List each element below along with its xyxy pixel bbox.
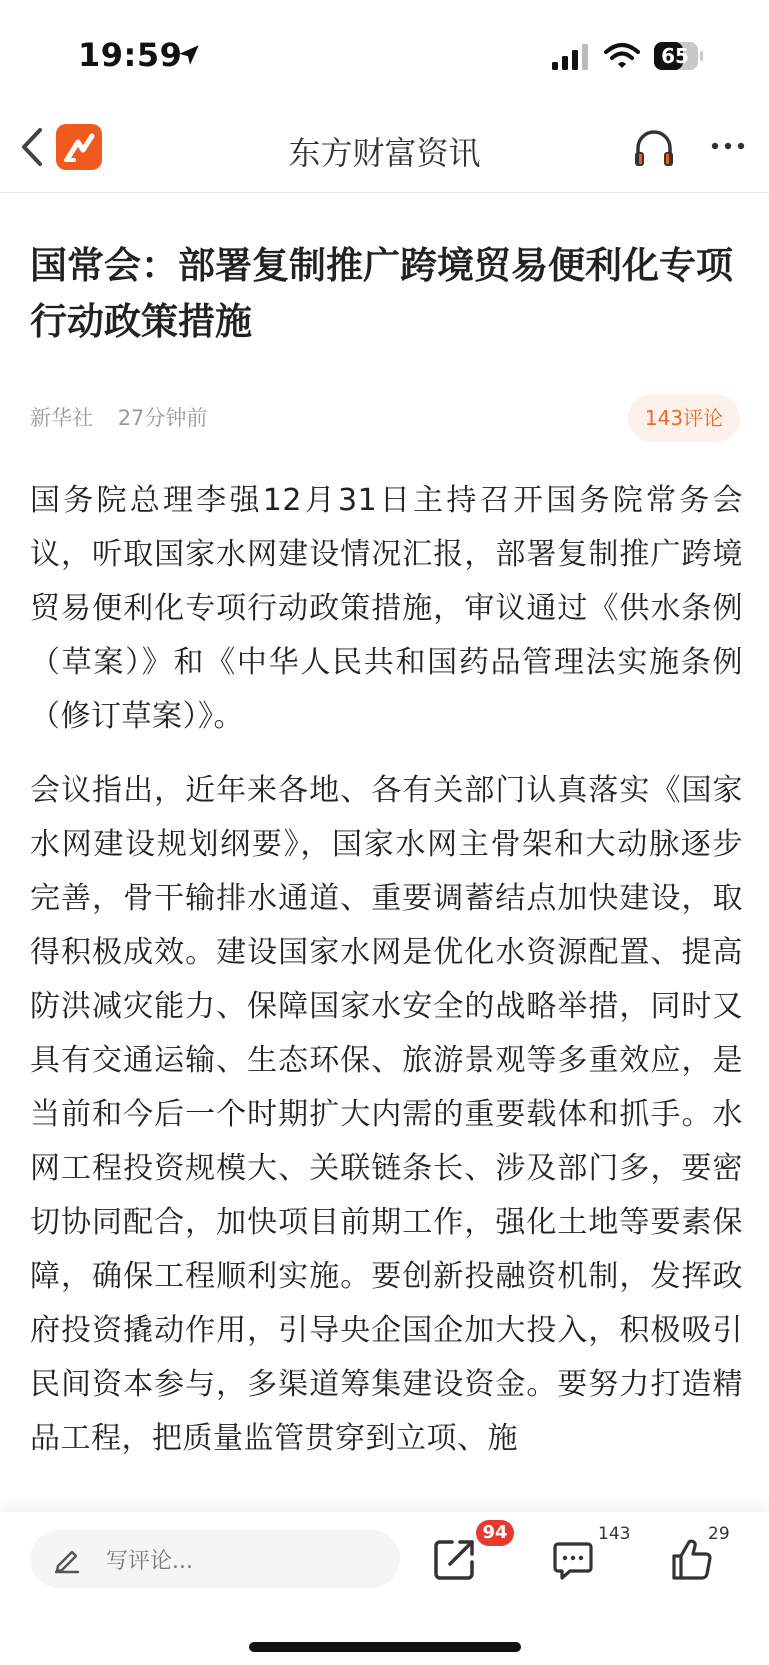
article-paragraph: 国务院总理李强12月31日主持召开国务院常务会议，听取国家水网建设情况汇报，部署复制推广跨境贸易便利化专项行动政策措施，审议通过《供水条例（草案）》和《中华人民共和国药品管理法实施条例（修订草案）》。 bbox=[30, 483, 743, 734]
comment-input[interactable] bbox=[30, 1530, 400, 1588]
comment-bubble-icon[interactable] bbox=[552, 1540, 594, 1582]
status-bar bbox=[0, 0, 769, 100]
article-paragraph: 会议指出，近年来各地、各有关部门认真落实《国家水网建设规划纲要》，国家水网主骨架和大动脉逐步完善，骨干输排水通道、重要调蓄结点加快建设，取得积极成效。建设国家水网是优化水资源配置、提高防洪减灾能力、保障国家水安全的战略举措，同时又具有交通运输、生态环保、旅游景观等多重效应，是当前和今后一个时期扩大内需的重要载体和抓手。水网工程投资规模大、关联链条长、涉及部门多，要密切协同配合，加快项目前期工作，强化土地等要素保障，确保工程顺利实施。要创新投融资机制，发挥政府投资撬动作用，引导央企国企加大投入，积极吸引民间资本参与，多渠道筹集建设资金。要努力打造精品工程，把质量监管贯穿到立项、施 bbox=[30, 773, 743, 1456]
share-icon[interactable] bbox=[432, 1536, 478, 1582]
battery-level: 65 bbox=[661, 44, 689, 68]
article-title: 国常会：部署复制推广跨境贸易便利化专项行动政策措施 bbox=[30, 244, 733, 343]
pencil-icon bbox=[52, 1544, 82, 1574]
article-source: 新华社 bbox=[30, 406, 93, 430]
article-time: 27分钟前 bbox=[117, 406, 208, 430]
bottom-action-bar bbox=[0, 1512, 769, 1665]
nav-title: 东方财富资讯 bbox=[288, 134, 481, 172]
status-time: 19:59 bbox=[78, 36, 183, 74]
nav-bar bbox=[0, 100, 769, 193]
cellular-signal-icon bbox=[552, 44, 590, 70]
home-indicator bbox=[249, 1642, 521, 1652]
more-options-icon[interactable] bbox=[710, 136, 746, 156]
article-body bbox=[30, 474, 743, 1514]
comments-count: 143 bbox=[598, 1524, 631, 1544]
comments-pill-button[interactable]: 143评论 bbox=[628, 394, 740, 442]
headphones-icon[interactable] bbox=[632, 128, 676, 168]
comment-placeholder: 写评论... bbox=[106, 1549, 193, 1574]
article-meta bbox=[30, 402, 225, 432]
location-arrow-icon bbox=[176, 42, 202, 68]
wifi-icon bbox=[604, 42, 640, 70]
share-count-badge: 94 bbox=[476, 1520, 514, 1546]
likes-count: 29 bbox=[708, 1524, 730, 1544]
